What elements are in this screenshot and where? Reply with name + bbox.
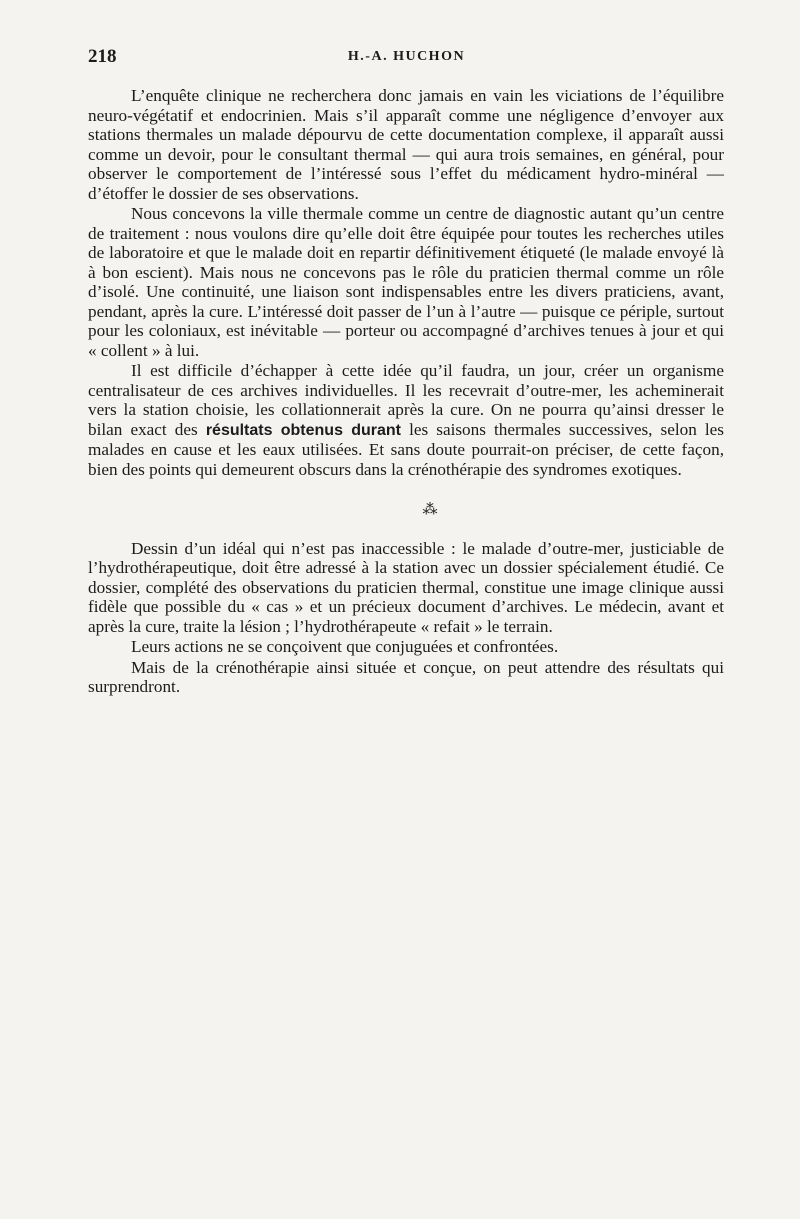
paragraph-2: Nous concevons la ville thermale comme un centre de diagnostic autant qu’un centre de traitement : nous voulons dire qu’elle doit être équipée pour toutes les recherches utiles de laboratoire et que le malade doit en repartir définitivement étiqueté (le malade envoyé là à bon escient). Mais nous ne concevons pas le rôle du praticien thermal comme un rôle d’isolé. Une continuité, une liaison sont indispensables entre les divers praticiens, avant, pendant, après la cure. L’intéressé doit passer de l’un à l’autre — puisque ce périple, surtout pour les coloniaux, est inévitable — porteur ou accompagné d’archives tenues à jour et qui « collent » à lui. — [88, 204, 724, 360]
body-text — [88, 86, 724, 697]
paragraph-6: Mais de la crénothérapie ainsi située et conçue, on peut attendre des résultats qui surprendront. — [88, 657, 724, 696]
paragraph-3-text-start: Il est difficile d’échapper à cette idée qu’il faudra, un jour, créer un organisme centralisateur de ces archives individuelles. Il les recevrait d’outre-mer, les acheminerait vers la station choisie, les collationnerait après la cure. On ne pourra qu’ainsi dresser le bilan exact des — [88, 361, 724, 439]
paragraph-3 — [88, 361, 724, 479]
paragraph-3-bold-phrase: résultats obtenus durant — [205, 421, 401, 439]
paragraph-4: Dessin d’un idéal qui n’est pas inaccessible : le malade d’outre-mer, justiciable de l’hydrothérapeutique, doit être adressé à la station avec un dossier spécialement étudié. Ce dossier, complété des observations du praticien thermal, constitue une image clinique aussi fidèle que possible du « cas » et un précieux document d’archives. Le médecin, avant et après la cure, traite la lésion ; l’hydrothérapeute « refait » le terrain. — [88, 538, 724, 636]
page-header — [88, 46, 725, 72]
running-head: H.-A. HUCHON — [347, 49, 466, 64]
paragraph-5: Leurs actions ne se conçoivent que conjuguées et confrontées. — [131, 637, 559, 656]
paragraph-3-text-end: les saisons thermales successives, selon les malades en cause et les eaux utilisées. Et sans doute pourrait-on préciser, de cette façon, bien des points qui demeurent obscurs dans la crénothérapie des syndromes exotiques. — [88, 419, 724, 479]
paragraph-1: L’enquête clinique ne recherchera donc jamais en vain les viciations de l’équilibre neuro-végétatif et endocrinien. Mais s’il apparaît comme une négligence d’envoyer aux stations thermales un malade dépourvu de cette documentation complexe, il apparaît aussi comme un devoir, pour le consultant thermal — qui aura trois semaines, en général, pour observer le comportement de l’intéressé sous l’effet du médicament hydro-minéral — d’étoffer le dossier de ses observations. — [88, 86, 724, 203]
page-number: 218 — [88, 46, 117, 67]
asterism-separator: ⁂ — [422, 502, 436, 518]
